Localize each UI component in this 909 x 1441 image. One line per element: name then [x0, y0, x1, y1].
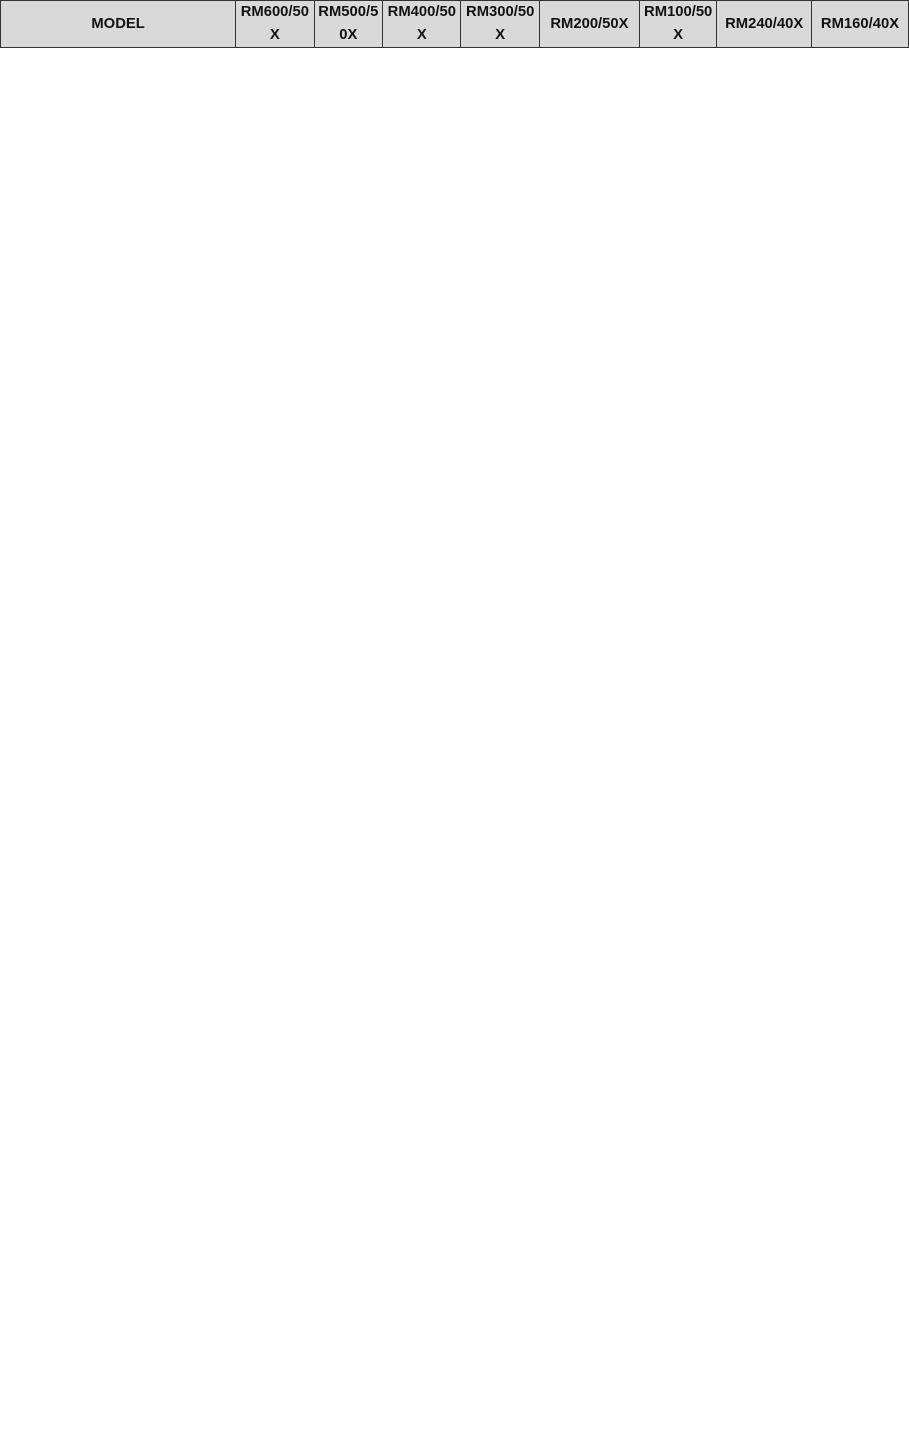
model-name: RM600/50X — [236, 1, 314, 48]
model-label: MODEL — [1, 1, 236, 48]
model-name: RM240/40X — [717, 1, 812, 48]
model-name: RM160/40X — [812, 1, 909, 48]
spec-table — [0, 0, 909, 48]
model-name: RM300/50X — [461, 1, 539, 48]
header-row — [1, 1, 909, 48]
model-name: RM200/50X — [539, 1, 639, 48]
model-name: RM100/50X — [640, 1, 717, 48]
model-name: RM500/50X — [314, 1, 383, 48]
model-name: RM400/50X — [383, 1, 461, 48]
